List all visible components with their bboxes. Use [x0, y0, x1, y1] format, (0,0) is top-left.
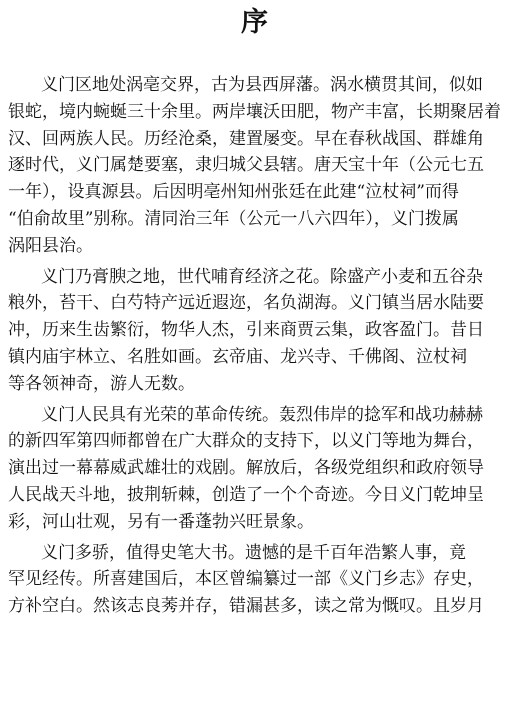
- paragraph: [8, 264, 503, 398]
- text-line: 义门乃膏腴之地，世代哺育经济之花。除盛产小麦和五谷杂: [41, 266, 483, 287]
- text-line: 等各领神奇，游人无数。: [8, 373, 195, 394]
- text-line: 彩，河山壮观，另有一番蓬勃兴旺景象。: [8, 511, 314, 532]
- page-title: 序: [241, 7, 270, 38]
- text-line: 演出过一幕幕威武雄壮的戏剧。解放后，各级党组织和政府领导: [8, 458, 484, 479]
- text-line: 义门多骄，值得史笔大书。遗憾的是千百年浩繁人事，竟: [41, 542, 466, 563]
- paragraph: [8, 72, 503, 260]
- text-line: 汉、回两族人民。历经沧桑，建置屡变。早在春秋战国、群雄角: [8, 128, 484, 149]
- text-line: 罕见经传。所喜建国后，本区曾编纂过一部《义门乡志》存史，: [8, 569, 484, 590]
- paragraph: [8, 540, 503, 620]
- text-line: 义门人民具有光荣的革命传统。轰烈伟岸的捻军和战功赫赫: [41, 404, 483, 425]
- text-line: 逐时代，义门属楚要塞，隶归城父县辖。唐天宝十年（公元七五: [8, 155, 484, 176]
- text-line: 冲，历来生齿繁衍，物华人杰，引来商贾云集，政客盈门。昔日: [8, 320, 484, 341]
- text-line: 的新四军第四师都曾在广大群众的支持下，以义门等地为舞台，: [8, 431, 484, 452]
- text-line: 涡阳县治。: [8, 235, 93, 256]
- text-line: 一年），设真源县。后因明亳州知州张廷在此建“泣杖祠”而得: [8, 182, 459, 203]
- text-line: 人民战天斗地，披荆斩棘，创造了一个个奇迹。今日义门乾坤呈: [8, 484, 484, 505]
- text-line: 镇内庙宇林立、名胜如画。玄帝庙、龙兴寺、千佛阁、泣杖祠: [8, 346, 467, 367]
- text-line: 方补空白。然该志良莠并存，错漏甚多，读之常为慨叹。且岁月: [8, 596, 484, 617]
- paragraph: [8, 402, 503, 536]
- preface-body: [8, 72, 503, 620]
- text-line: 义门区地处涡亳交界，古为县西屏藩。涡水横贯其间，似如: [41, 75, 483, 95]
- text-line: 粮外，苔干、白芍特产远近遐迩，名负湖海。义门镇当居水陆要: [8, 293, 484, 314]
- text-line: 银蛇，境内蜿蜒三十余里。两岸壤沃田肥，物产丰富，长期聚居着: [8, 101, 501, 122]
- text-line: “伯俞故里”别称。清同治三年（公元一八六四年），义门拨属: [8, 208, 459, 229]
